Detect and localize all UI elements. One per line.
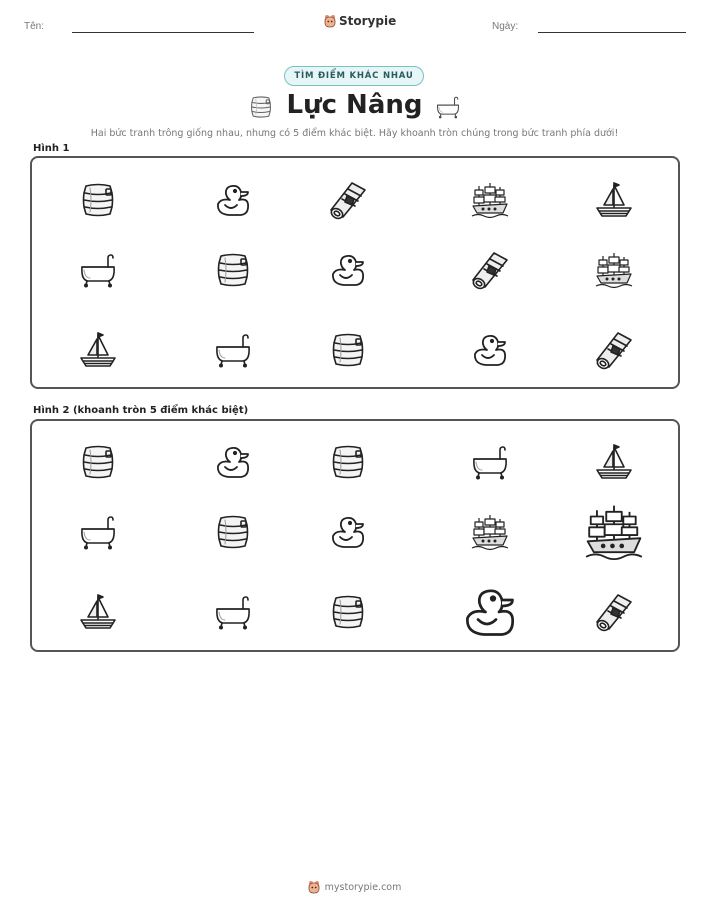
rubber-duck-icon xyxy=(470,330,510,370)
date-label: Ngày: xyxy=(492,21,519,32)
rubber-duck-icon xyxy=(328,250,368,290)
brand-name: Storypie xyxy=(339,14,397,28)
log-raft-icon xyxy=(328,180,368,220)
log-raft-icon xyxy=(470,250,510,290)
arm-float-icon xyxy=(213,250,253,290)
name-label: Tên: xyxy=(24,21,45,32)
sailing-ship-icon[interactable] xyxy=(583,501,645,563)
bathtub-icon[interactable] xyxy=(470,442,510,482)
title-text: Lực Nâng xyxy=(286,90,423,120)
bathtub-icon[interactable] xyxy=(78,512,118,552)
picture-1-label: Hình 1 xyxy=(33,143,70,154)
log-raft-icon[interactable] xyxy=(594,592,634,632)
date-field[interactable] xyxy=(538,32,686,33)
sailing-ship-icon[interactable] xyxy=(470,512,510,552)
bathtub-icon xyxy=(213,330,253,370)
arm-float-icon[interactable] xyxy=(328,592,368,632)
instructions: Hai bức tranh trông giống nhau, nhưng có 5 điểm khác biệt. Hãy khoanh tròn chúng trong bức tranh phía dưới! xyxy=(90,128,619,139)
bathtub-icon xyxy=(432,94,464,120)
bathtub-icon xyxy=(78,250,118,290)
name-field[interactable] xyxy=(72,32,254,33)
sailboat-icon xyxy=(594,180,634,220)
rubber-duck-icon[interactable] xyxy=(213,442,253,482)
arm-float-icon xyxy=(328,330,368,370)
rubber-duck-icon xyxy=(213,180,253,220)
storypie-mascot-icon xyxy=(324,14,336,28)
rubber-duck-icon[interactable] xyxy=(460,582,520,642)
arm-float-icon xyxy=(248,94,274,120)
footer-url: mystorypie.com xyxy=(324,881,402,893)
picture-1-panel xyxy=(30,156,680,389)
picture-2-label: Hình 2 (khoanh tròn 5 điểm khác biệt) xyxy=(33,405,249,416)
storypie-mascot-icon xyxy=(308,880,320,894)
sailboat-icon[interactable] xyxy=(594,442,634,482)
picture-2-panel[interactable] xyxy=(30,419,680,652)
arm-float-icon[interactable] xyxy=(213,512,253,552)
sailing-ship-icon xyxy=(470,180,510,220)
log-raft-icon xyxy=(594,330,634,370)
activity-badge: TÌM ĐIỂM KHÁC NHAU xyxy=(284,66,424,86)
sailboat-icon xyxy=(78,330,118,370)
arm-float-icon xyxy=(78,180,118,220)
arm-float-icon[interactable] xyxy=(328,442,368,482)
footer xyxy=(0,880,709,894)
sailboat-icon[interactable] xyxy=(78,592,118,632)
arm-float-icon[interactable] xyxy=(78,442,118,482)
sailing-ship-icon xyxy=(594,250,634,290)
rubber-duck-icon[interactable] xyxy=(328,512,368,552)
bathtub-icon[interactable] xyxy=(213,592,253,632)
page-title xyxy=(0,90,709,120)
brand-logo xyxy=(324,14,396,28)
